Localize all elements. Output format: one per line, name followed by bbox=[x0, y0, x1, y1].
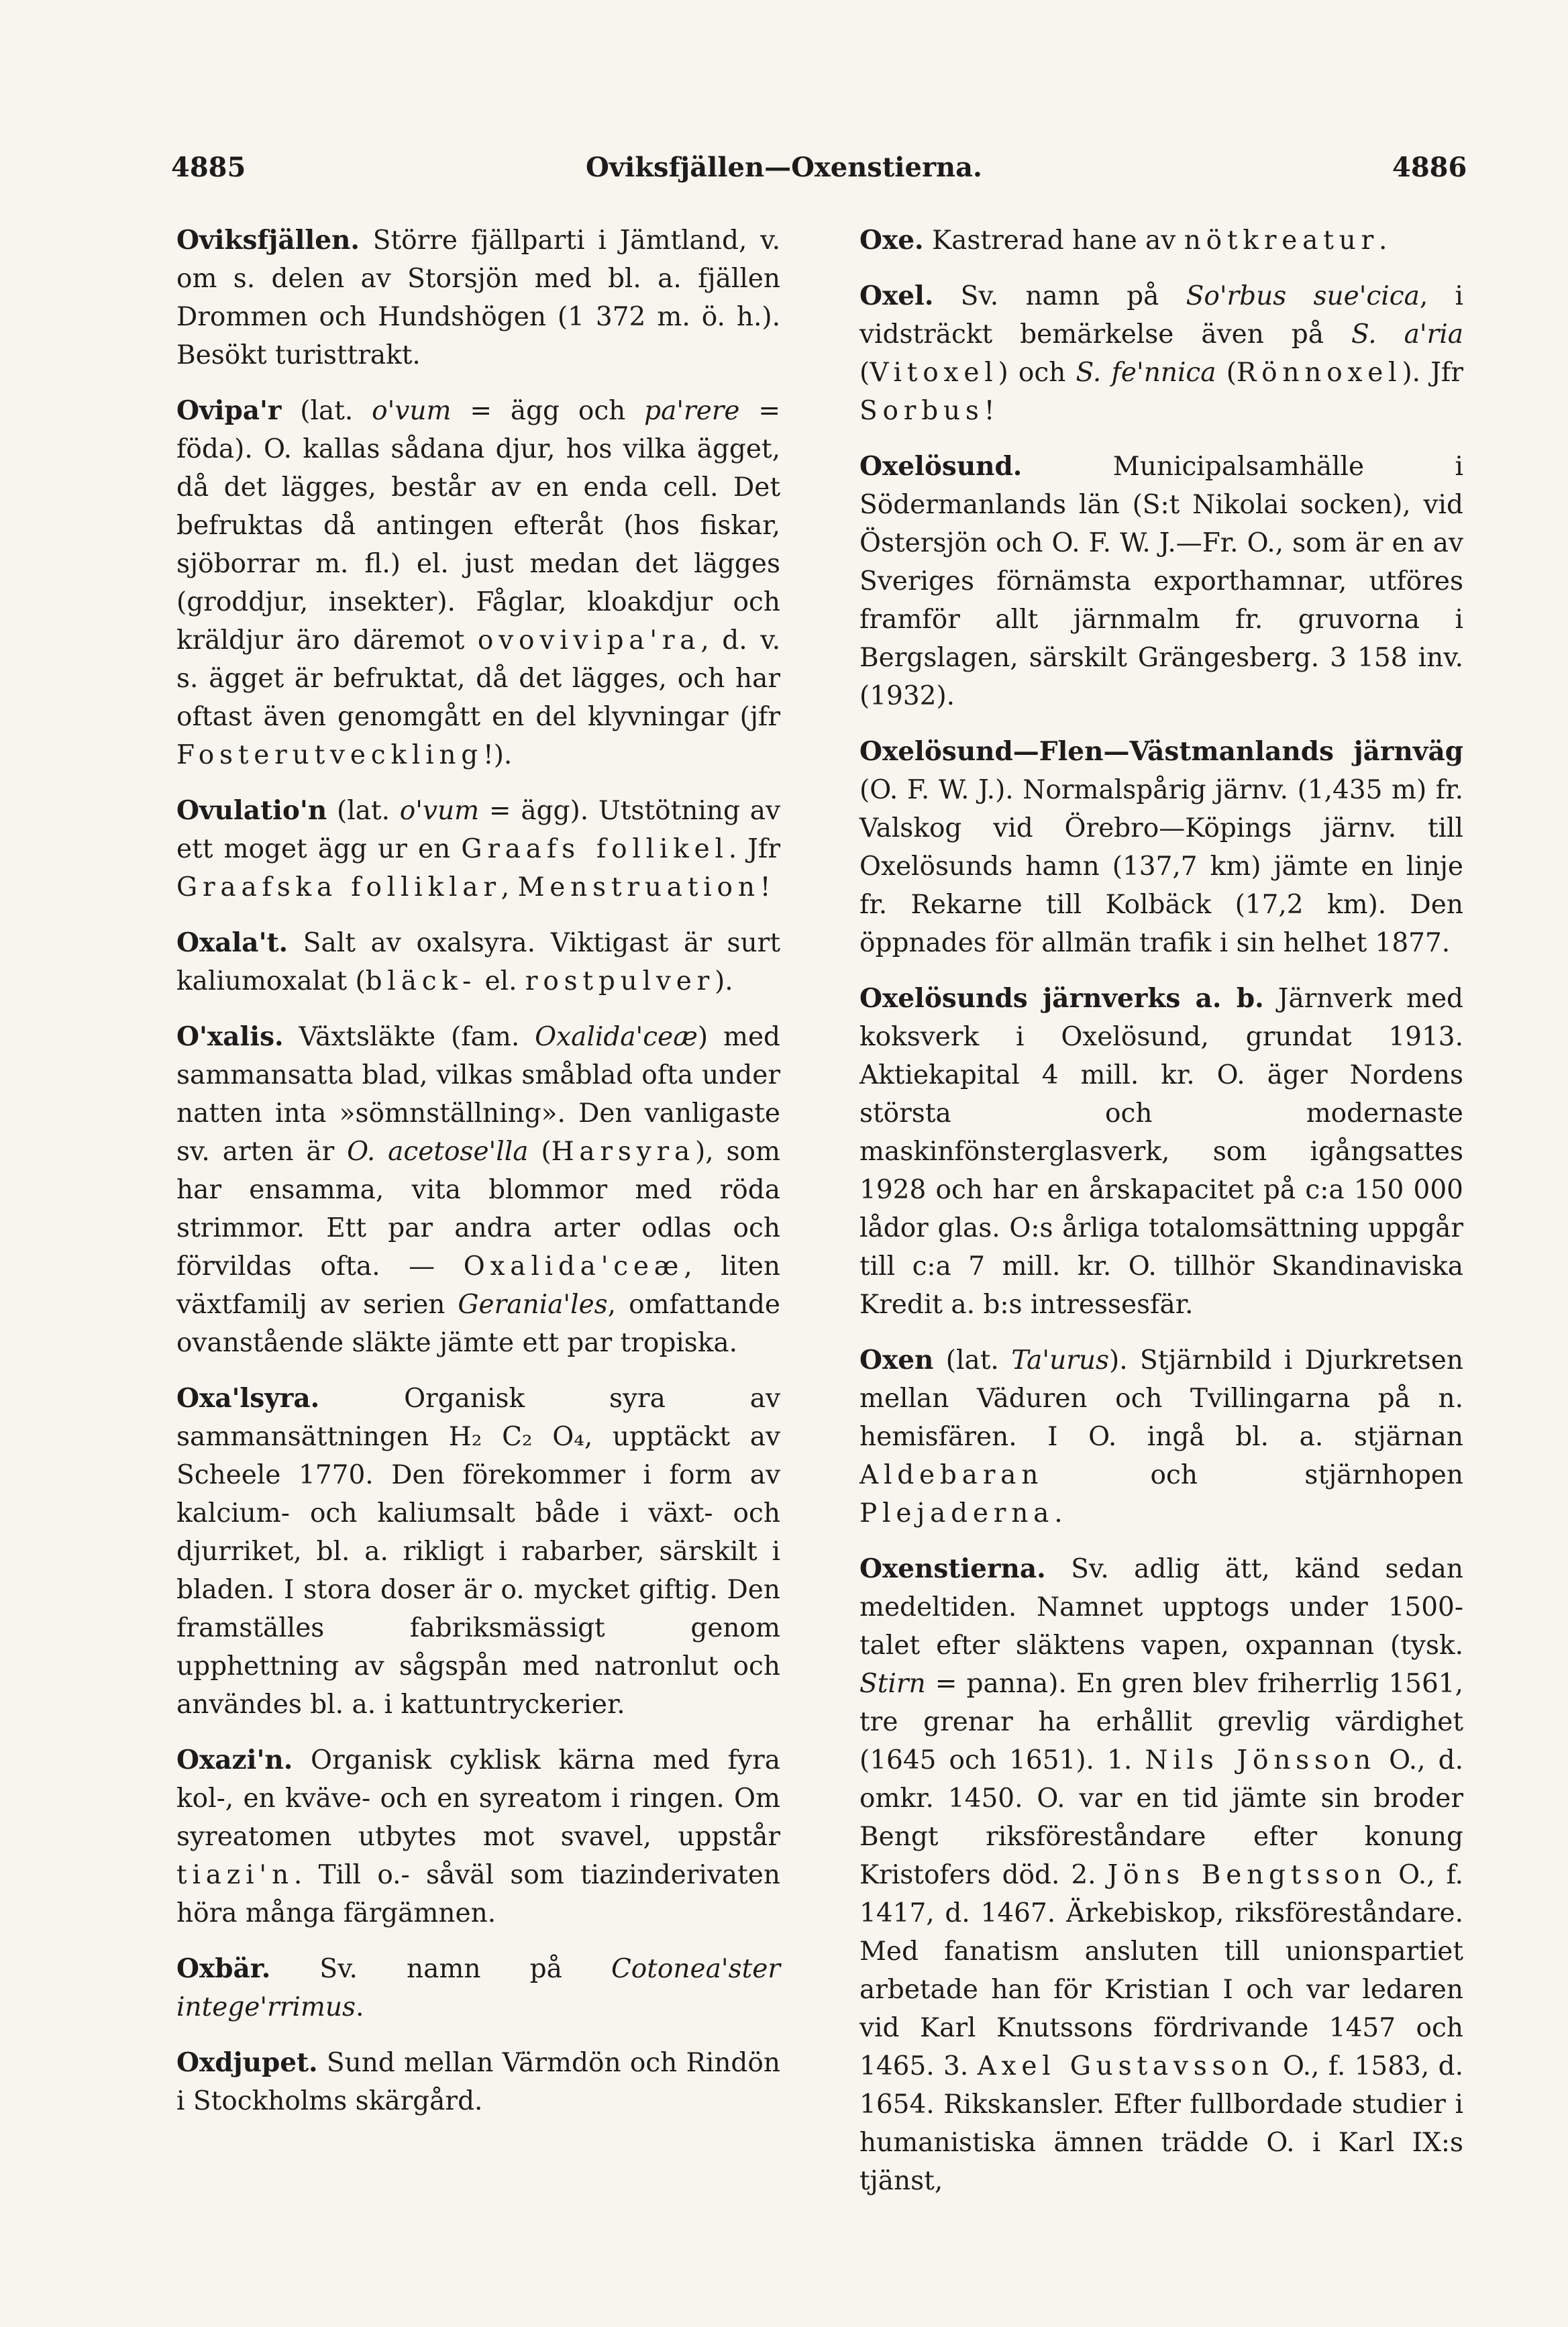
entry-text: . bbox=[1379, 225, 1388, 256]
entry-text: Växtsläkte (fam. bbox=[283, 1022, 535, 1052]
entry-text: pa'rere bbox=[644, 396, 740, 426]
entry-text: , liten växtfamilj av serien bbox=[176, 1251, 780, 1320]
entry-text: Sv. namn på bbox=[270, 1954, 611, 1984]
running-title: Oviksfjällen—Oxenstierna. bbox=[586, 152, 982, 183]
entry-text: Municipalsamhälle i Södermanlands län (S:t Nikolai socken), vid Östersjön och O. F. W. J.—Fr. O., som är en av Sveriges förnämsta exporthamnar, utföres framför allt järnmalm fr. gruvorna i Bergslagen, särskilt Grängesberg. 3 158 inv. (1932). bbox=[859, 452, 1463, 711]
entry-text: nötkreatur bbox=[1184, 225, 1379, 256]
entry-text: Oxalida'ceæ bbox=[535, 1022, 698, 1052]
entry-text: Sorbus bbox=[859, 396, 984, 426]
entry-text: och stjärnhopen bbox=[1043, 1460, 1463, 1490]
entry bbox=[859, 221, 1463, 260]
entry-headword: Oxbär. bbox=[176, 1953, 271, 1984]
entry-text: ( bbox=[528, 1137, 552, 1167]
entry-text: Jöns Bengtsson bbox=[1107, 1860, 1388, 1890]
entry bbox=[176, 2044, 780, 2120]
entry-text: ), som har ensamma, vita blommor med röda strimmor. Ett par andra arter odlas och förvildas ofta. — bbox=[176, 1137, 780, 1282]
entry bbox=[176, 392, 780, 774]
entry-headword: Oxelösund—Flen—Västmanlands järnväg bbox=[859, 736, 1463, 767]
entry-text: Rönnoxel bbox=[1236, 358, 1402, 388]
entry-text: . bbox=[355, 1992, 364, 2022]
entry-text: Aldebaran bbox=[859, 1460, 1044, 1490]
entry-headword: Oxazi'n. bbox=[176, 1745, 293, 1775]
entry-text: Sv. adlig ätt, känd sedan medeltiden. Namnet upptogs under 1500-talet efter släktens vapen, oxpannan (tysk. bbox=[859, 1554, 1463, 1661]
entry bbox=[176, 1741, 780, 1932]
entry-text: ( bbox=[859, 358, 870, 388]
entry-text: Organisk cyklisk kärna med fyra kol-, en kväve- och en syreatom i ringen. Om syreatomen utbytes mot svavel, uppstår bbox=[176, 1745, 780, 1852]
entry-text: tiazi'n bbox=[176, 1860, 294, 1890]
entry-text: Plejaderna bbox=[859, 1498, 1055, 1529]
entry-text: (O. F. W. J.). Normalspårig järnv. (1,435 m) fr. Valskog vid Örebro—Köpings järnv. till Oxelösunds hamn (137,7 km) jämte en linje fr. Rekarne till Kolbäck (17,2 km). Den öppnades för allmän trafik i sin helhet 1877. bbox=[859, 775, 1463, 958]
entry-text: O., f. 1583, d. 1654. Rikskansler. Efter fullbordade studier i humanistiska ämnen trädde O. i Karl IX:s tjänst, bbox=[859, 2051, 1464, 2196]
entry-text: ovovivipa'ra bbox=[477, 625, 701, 656]
entry-text: So'rbus sue'cica bbox=[1186, 281, 1420, 311]
entry-text: Graafs follikel bbox=[461, 834, 729, 864]
entry-text: ! bbox=[984, 396, 995, 426]
entry bbox=[176, 1380, 780, 1724]
entry-headword: Oxa'lsyra. bbox=[176, 1383, 320, 1414]
entry-text: O., f. 1417, d. 1467. Ärkebiskop, riksföreståndare. Med fanatism ansluten till unionspartiet arbetade han för Kristian I och var ledaren vid Karl Knutssons fördrivande 1457 och 1465. 3. bbox=[859, 1860, 1464, 2081]
entry bbox=[176, 924, 780, 1000]
entry-text: Sv. namn på bbox=[933, 281, 1186, 311]
entry-text: rostpulver bbox=[525, 966, 715, 996]
entry-headword: Oxen bbox=[859, 1345, 934, 1376]
entry-text: ! bbox=[760, 872, 771, 902]
entry-text: O. acetose'lla bbox=[347, 1137, 529, 1167]
entry-text: ). bbox=[715, 966, 733, 996]
entry-headword: Oxel. bbox=[859, 280, 934, 311]
entry-text: Vitoxel bbox=[870, 358, 998, 388]
entry bbox=[176, 1950, 780, 2026]
entry-text: (lat. bbox=[281, 396, 372, 426]
entry-text: (lat. bbox=[933, 1345, 1012, 1376]
entry-text: Harsyra bbox=[551, 1137, 696, 1167]
entry-headword: Oviksfjällen. bbox=[176, 225, 360, 256]
entry-text: !). bbox=[483, 740, 513, 770]
right-column bbox=[859, 221, 1463, 2218]
entry-text: Salt av oxalsyra. Viktigast är surt kaliumoxalat ( bbox=[176, 928, 780, 996]
entry-text: (lat. bbox=[327, 796, 400, 826]
entry-text: ) och bbox=[998, 358, 1076, 388]
entry-text: ). Jfr bbox=[1402, 358, 1463, 388]
entry-text: bläck- bbox=[365, 966, 477, 996]
entry-text: el. bbox=[476, 966, 525, 996]
entry-headword: Ovulatio'n bbox=[176, 795, 327, 826]
entry-text: , i vidsträckt bemärkelse även på bbox=[859, 281, 1463, 350]
entry-text: Menstruation bbox=[517, 872, 760, 902]
entry-text: Axel Gustavsson bbox=[977, 2051, 1274, 2081]
left-page-number: 4885 bbox=[171, 152, 246, 183]
entry-text: o'vum bbox=[399, 796, 480, 826]
entry-headword: Oxala't. bbox=[176, 927, 289, 958]
entry-text: = ägg och bbox=[451, 396, 645, 426]
entry-text: ( bbox=[1216, 358, 1237, 388]
entry-text: O., d. omkr. 1450. O. var en tid jämte sin broder Bengt riksföreståndare efter konung Kristofers död. 2. bbox=[859, 1745, 1464, 1890]
entry-text: = ägg). Utstötning av ett moget ägg ur en bbox=[176, 796, 780, 864]
entry-text: , d. v. s. ägget är befruktat, då det lägges, och har oftast även genomgått en del klyvningar (jfr bbox=[176, 625, 780, 732]
entry bbox=[176, 221, 780, 374]
entry-text: Gerania'les bbox=[458, 1290, 608, 1320]
entry-text: Organisk syra av sammansättningen H₂ C₂ O₄, upptäckt av Scheele 1770. Den förekommer i form av kalcium- och kaliumsalt både i växt- och djurriket, bl. a. rikligt i rabarber, särskilt i bladen. I stora doser är o. mycket giftig. Den framställes fabriksmässigt genom upphettning av sågspån med natronlut och användes bl. a. i kattuntryckerier. bbox=[176, 1384, 780, 1720]
entry bbox=[859, 733, 1463, 962]
left-column bbox=[176, 221, 780, 2138]
entry-text: . bbox=[1054, 1498, 1063, 1529]
entry-text: Ta'urus bbox=[1011, 1345, 1110, 1376]
entry-headword: Oxelösunds järnverks a. b. bbox=[859, 983, 1264, 1014]
entry-text: Cotonea'ster intege'rrimus bbox=[176, 1954, 780, 2022]
entry-headword: Oxe. bbox=[859, 225, 924, 256]
entry-text: ) med sammansatta blad, vilkas småblad ofta under natten inta »sömnställning». Den vanligaste sv. arten är bbox=[176, 1022, 780, 1167]
entry-headword: O'xalis. bbox=[176, 1021, 284, 1052]
entry-text: Sund mellan Värmdön och Rindön i Stockholms skärgård. bbox=[176, 2048, 780, 2116]
entry-text: . Jfr bbox=[728, 834, 780, 864]
entry-text: , omfattande ovanstående släkte jämte ett par tropiska. bbox=[176, 1290, 780, 1358]
entry-text: S. a'ria bbox=[1351, 319, 1463, 350]
entry-headword: Oxdjupet. bbox=[176, 2047, 318, 2078]
entry bbox=[859, 980, 1463, 1324]
entry-headword: Oxenstierna. bbox=[859, 1553, 1046, 1584]
entry bbox=[859, 1341, 1463, 1533]
entry-text: Fosterutveckling bbox=[176, 740, 484, 770]
entry-text: Järnverk med koksverk i Oxelösund, grundat 1913. Aktiekapital 4 mill. kr. O. äger Nordens största och modernaste maskinfönsterglasverk, som igångsattes 1928 och har en årskapacitet på c:a 150 000 lådor glas. O:s årliga totalomsättning uppgår till c:a 7 mill. kr. O. tillhör Skandinaviska Kredit a. b:s intressesfär. bbox=[859, 984, 1463, 1320]
entry bbox=[859, 277, 1463, 430]
entry bbox=[176, 792, 780, 907]
entry-text: Större fjällparti i Jämtland, v. om s. delen av Storsjön med bl. a. fjällen Drommen och Hundshögen (1 372 m. ö. h.). Besökt turisttrakt. bbox=[176, 225, 780, 370]
entry-text: = föda). O. kallas sådana djur, hos vilka ägget, då det lägges, består av en enda cell. Det befruktas då antingen efteråt (hos fiskar, sjöborrar m. fl.) el. just medan det lägges (groddjur, insekter). Fåglar, kloakdjur och kräldjur äro däremot bbox=[176, 396, 781, 656]
entry-text: Oxalida'ceæ bbox=[463, 1251, 684, 1282]
entry-headword: Oxelösund. bbox=[859, 451, 1023, 482]
entry-text: = panna). En gren blev friherrlig 1561, tre grenar ha erhållit grevlig värdighet (1645 och 1651). 1. bbox=[859, 1669, 1463, 1775]
entry-text: Graafska folliklar bbox=[176, 872, 501, 902]
entry-text: . Till o.- såväl som tiazinderivaten höra många färgämnen. bbox=[176, 1860, 780, 1928]
entry-text: Nils Jönsson bbox=[1145, 1745, 1376, 1775]
entry-text: Stirn bbox=[859, 1669, 926, 1699]
entry-headword: Ovipa'r bbox=[176, 395, 282, 426]
entry bbox=[859, 1550, 1463, 2200]
entry-text: S. fe'nnica bbox=[1076, 358, 1216, 388]
entry bbox=[859, 448, 1463, 715]
entry-text: , bbox=[501, 872, 518, 902]
entry-text: ). Stjärnbild i Djurkretsen mellan Väduren och Tvillingarna på n. hemisfären. I O. ingå bl. a. stjärnan bbox=[859, 1345, 1463, 1452]
right-page-number: 4886 bbox=[1392, 152, 1467, 183]
entry-text: Kastrerad hane av bbox=[923, 225, 1184, 256]
entry-text: o'vum bbox=[372, 396, 452, 426]
entry bbox=[176, 1018, 780, 1362]
